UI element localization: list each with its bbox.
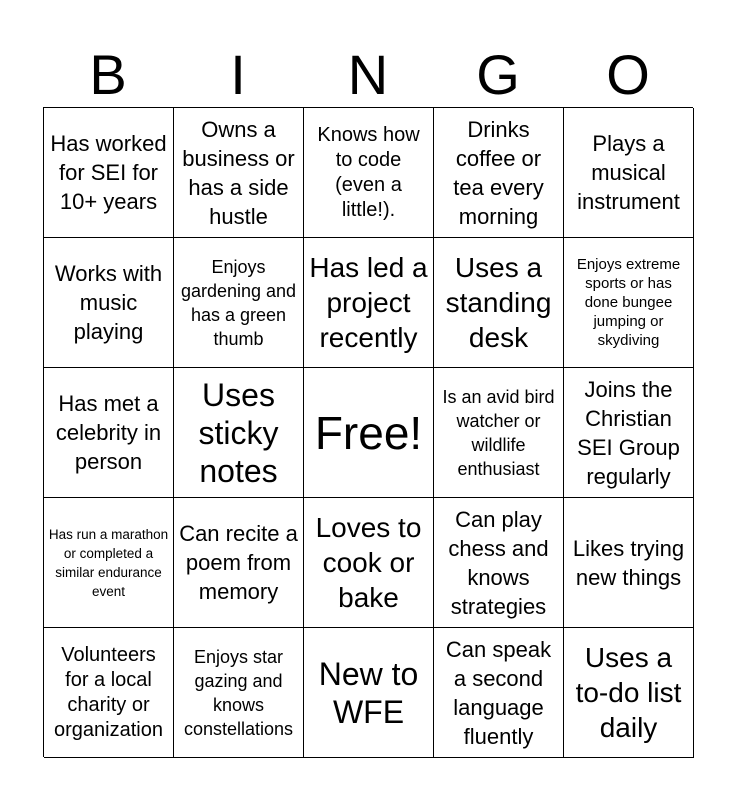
bingo-cell-text: Plays a musical instrument (577, 131, 680, 214)
bingo-cell-text: Can speak a second language fluently (445, 636, 552, 749)
bingo-cell[interactable] (174, 108, 304, 238)
bingo-cell-text: Enjoys extreme sports or has done bungee jumping or skydiving (576, 256, 681, 349)
bingo-cell[interactable] (434, 498, 564, 628)
bingo-cell[interactable] (174, 238, 304, 368)
bingo-cell[interactable] (304, 108, 434, 238)
bingo-cell[interactable] (564, 238, 694, 368)
bingo-cell-text: Can play chess and knows strategies (448, 506, 549, 619)
bingo-grid (43, 107, 693, 757)
bingo-cell-text: Enjoys star gazing and knows constellations (183, 646, 294, 739)
bingo-cell[interactable] (434, 108, 564, 238)
bingo-cell-text: Uses sticky notes (198, 376, 279, 489)
bingo-cell-text: New to WFE (318, 655, 419, 730)
bingo-cell-text: Has led a project recently (309, 252, 428, 353)
bingo-cell-text: Works with music playing (54, 261, 163, 344)
bingo-cell-text: Uses a standing desk (445, 252, 552, 353)
bingo-cell[interactable] (304, 498, 434, 628)
bingo-cell[interactable] (564, 628, 694, 758)
bingo-cell[interactable] (434, 628, 564, 758)
bingo-cell-text: Volunteers for a local charity or organization (54, 643, 163, 741)
header-letter-b: B (89, 43, 127, 106)
bingo-cell-text: Has met a celebrity in person (55, 391, 162, 474)
bingo-cell-text: Can recite a poem from memory (179, 521, 298, 604)
bingo-cell-text: Loves to cook or bake (315, 512, 422, 613)
bingo-cell[interactable] (564, 368, 694, 498)
bingo-cell[interactable] (434, 238, 564, 368)
bingo-cell[interactable] (304, 238, 434, 368)
bingo-cell-text: Uses a to-do list daily (575, 642, 682, 743)
bingo-cell[interactable] (44, 628, 174, 758)
bingo-cell-text: Is an avid bird watcher or wildlife enthusiast (442, 386, 555, 479)
bingo-cell[interactable] (44, 368, 174, 498)
bingo-cell[interactable] (174, 368, 304, 498)
bingo-cell-text: Enjoys gardening and has a green thumb (180, 256, 297, 349)
bingo-cell[interactable] (174, 628, 304, 758)
bingo-cell-free[interactable] (304, 368, 434, 498)
bingo-cell-text: Free! (314, 406, 423, 459)
bingo-cell-text: Knows how to code (even a little!). (317, 123, 420, 221)
bingo-cell[interactable] (564, 108, 694, 238)
bingo-cell-text: Has run a marathon or completed a similar endurance event (48, 526, 169, 599)
header-letter-i: I (230, 43, 246, 106)
bingo-cell[interactable] (564, 498, 694, 628)
bingo-cell[interactable] (174, 498, 304, 628)
header-letter-n: N (347, 43, 389, 106)
header-letter-g: G (476, 43, 520, 106)
bingo-cell-text: Joins the Christian SEI Group regularly (577, 376, 680, 489)
bingo-cell-text: Owns a business or has a side hustle (182, 116, 295, 229)
bingo-cell-text: Likes trying new things (572, 535, 685, 590)
bingo-cell[interactable] (44, 108, 174, 238)
header-letter-o: O (606, 43, 650, 106)
bingo-cell-text: Drinks coffee or tea every morning (453, 116, 544, 229)
bingo-cell-text: Has worked for SEI for 10+ years (50, 131, 167, 214)
bingo-header (43, 42, 693, 108)
bingo-cell[interactable] (304, 628, 434, 758)
bingo-cell[interactable] (44, 498, 174, 628)
bingo-cell[interactable] (44, 238, 174, 368)
bingo-cell[interactable] (434, 368, 564, 498)
